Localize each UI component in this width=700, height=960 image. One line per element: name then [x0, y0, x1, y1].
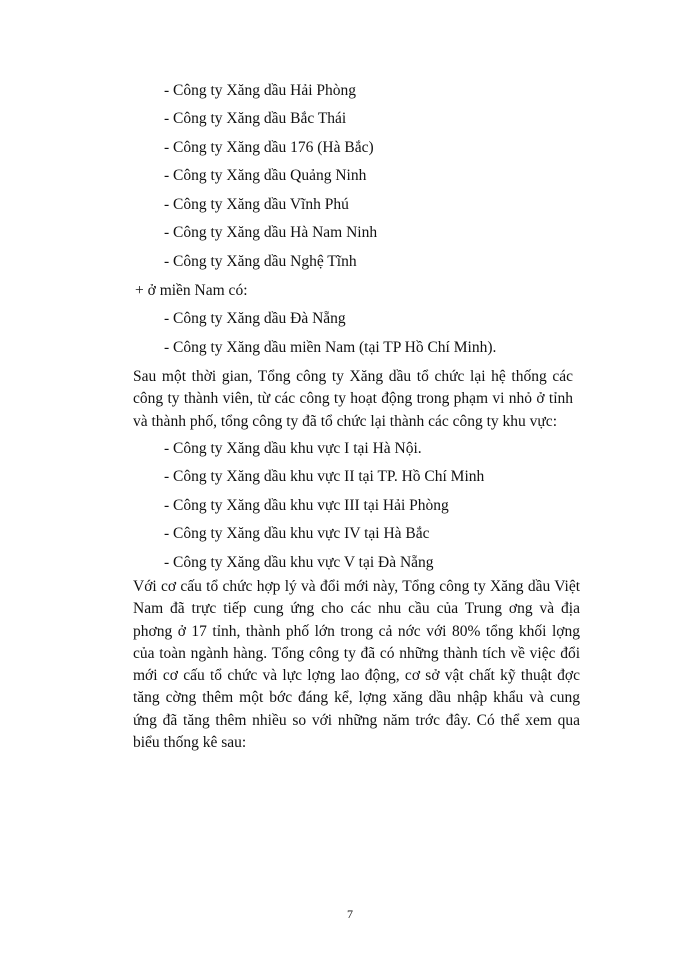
list-item: - Công ty Xăng dầu Hà Nam Ninh: [164, 224, 378, 241]
list-item: - Công ty Xăng dầu 176 (Hà Bắc): [164, 139, 374, 156]
list-item: - Công ty Xăng dầu khu vực V tại Đà Nẵng: [164, 554, 434, 571]
list-item: - Công ty Xăng dầu Bắc Thái: [164, 110, 347, 127]
list-item: - Công ty Xăng dầu khu vực IV tại Hà Bắc: [164, 525, 430, 542]
section-heading: + ở miền Nam có:: [135, 282, 248, 299]
list-item: - Công ty Xăng dầu Hải Phòng: [164, 82, 357, 99]
list-item: - Công ty Xăng dầu Quảng Ninh: [164, 167, 367, 184]
page-number: 7: [347, 907, 353, 921]
list-item: - Công ty Xăng dầu miền Nam (tại TP Hồ Chí Minh).: [164, 339, 497, 356]
list-item: - Công ty Xăng dầu Nghệ Tĩnh: [164, 253, 357, 270]
list-item: - Công ty Xăng dầu khu vực II tại TP. Hồ Chí Minh: [164, 468, 485, 485]
list-item: - Công ty Xăng dầu Đà Nẵng: [164, 310, 346, 327]
list-item: - Công ty Xăng dầu khu vực I tại Hà Nội.: [164, 440, 422, 457]
paragraph: Với cơ cấu tổ chức hợp lý và đổi mới này, Tổng công ty Xăng dầu Việt Nam đã trực tiếp cung ứng cho các nhu cầu của Trung ơng và địa phơng ở 17 tỉnh, thành phố lớn trong cả nớc với 80% tổng khối lợng của toàn ngành hàng. Tổng công ty đã có những thành tích về việc đổi mới cơ cấu tổ chức và lực lợng lao động, cơ sở vật chất kỹ thuật đợc tăng cờng thêm một bớc đáng kể, lợng xăng dầu nhập khẩu và cung ứng đã tăng thêm nhiều so với những năm trớc đây. Có thể xem qua biểu thống kê sau:: [133, 578, 580, 752]
paragraph: Sau một thời gian, Tổng công ty Xăng dầu tổ chức lại hệ thống các công ty thành viên, từ các công ty hoạt động trong phạm vi nhỏ ở tỉnh và thành phố, tổng công ty đã tổ chức lại thành các công ty khu vực:: [133, 368, 573, 430]
list-item: - Công ty Xăng dầu Vĩnh Phú: [164, 196, 349, 213]
list-item: - Công ty Xăng dầu khu vực III tại Hải Phòng: [164, 497, 449, 514]
